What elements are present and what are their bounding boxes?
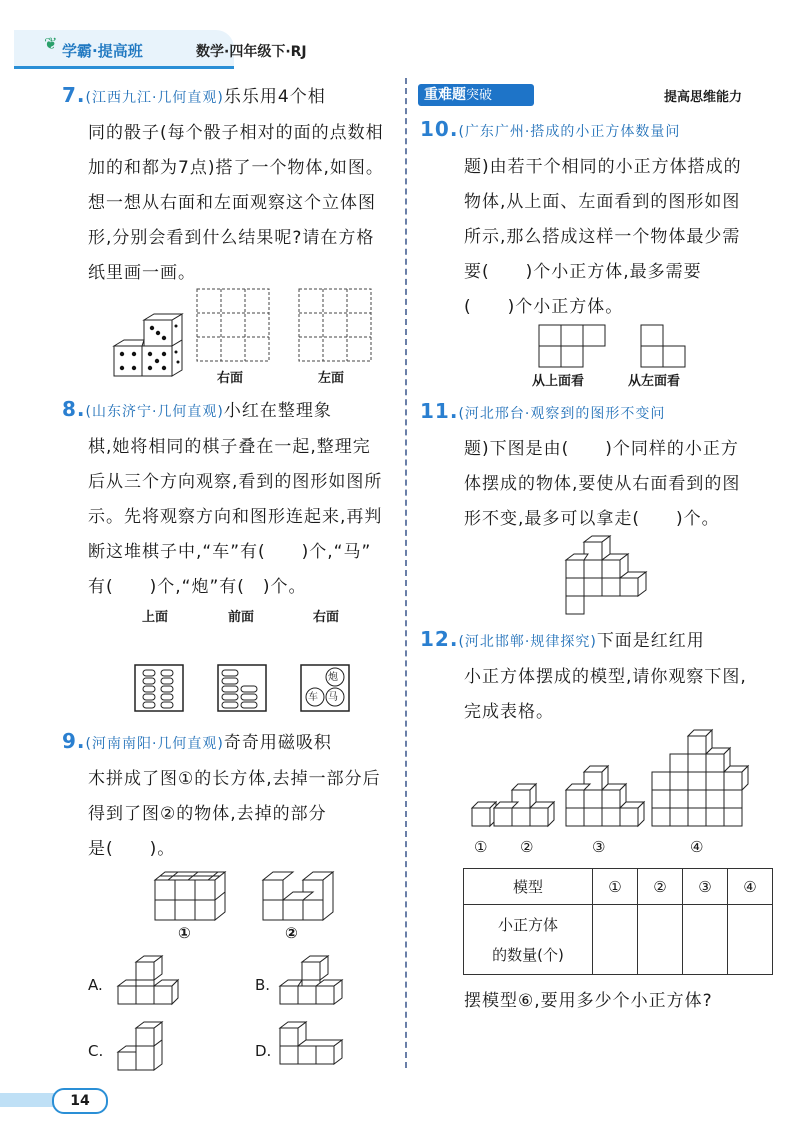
option-d-figure[interactable]: [278, 1024, 352, 1080]
left-view-shape: [640, 324, 686, 368]
column-divider: [405, 78, 407, 1068]
piece-ma: 马: [328, 692, 338, 703]
text-line: 有( )个,“炮”有( )个。: [88, 577, 307, 597]
text-line: 得到了图②的物体,去掉的部分: [88, 804, 327, 824]
answer-cell-3[interactable]: [683, 905, 728, 975]
question-source: (河北邢台·观察到的图形不变问: [458, 406, 666, 422]
text-line: 形不变,最多可以拿走( )个。: [464, 509, 720, 529]
answer-cell-4[interactable]: [728, 905, 773, 975]
piece-pao: 炮: [328, 672, 338, 683]
left-view-grid[interactable]: [298, 288, 372, 362]
text-line: 小正方体摆成的模型,请你观察下图,: [464, 667, 747, 687]
view-label-left: 从左面看: [628, 374, 681, 389]
table-row-label: [464, 905, 593, 975]
dice-figure: [112, 312, 192, 382]
text-line: 题)下图是由( )个同样的小正方: [464, 439, 739, 459]
text-line: 所示,那么搭成这样一个物体最少需: [464, 227, 741, 247]
question-number: 11.: [420, 399, 459, 423]
text-line: 木拼成了图①的长方体,去掉一部分后: [88, 769, 381, 789]
text-line: ( )个小正方体。: [464, 297, 624, 317]
model-label-1: ①: [474, 838, 488, 856]
fig-label-1: ①: [178, 924, 191, 942]
answer-cell-2[interactable]: [638, 905, 683, 975]
brand-title: 学霸·提高班: [62, 42, 143, 60]
model-label-4: ④: [690, 838, 704, 856]
leaf-icon: ❦: [44, 34, 58, 53]
table-header-4: ④: [728, 869, 773, 905]
text-line: 乐乐用4个相: [223, 87, 326, 107]
question-9: [62, 724, 402, 867]
text-line: 小红在整理象: [223, 401, 332, 421]
text-line: 加的和都为7点)搭了一个物体,如图。: [88, 158, 384, 178]
model-label-3: ③: [592, 838, 606, 856]
option-a-figure[interactable]: [112, 958, 178, 1010]
direction-top[interactable]: 上面: [142, 610, 169, 625]
answer-table: [463, 868, 773, 975]
followup-question: 摆模型⑥,要用多少个小正方体?: [464, 991, 713, 1011]
piece-che: 车: [308, 692, 318, 703]
text-line: 题)由若干个相同的小正方体搭成的: [464, 157, 742, 177]
question-number: 12.: [420, 627, 459, 651]
question-source: (山东济宁·几何直观): [85, 404, 224, 420]
option-c-label[interactable]: C.: [88, 1042, 104, 1060]
question-number: 7.: [62, 83, 86, 107]
right-view-grid[interactable]: [196, 288, 270, 362]
view-label-top: 从上面看: [532, 374, 585, 389]
option-c-figure[interactable]: [112, 1024, 178, 1080]
question-number: 10.: [420, 117, 459, 141]
text-line: 物体,从上面、左面看到的图形如图: [464, 192, 741, 212]
text-line: 断这堆棋子中,“车”有( )个,“马”: [88, 542, 372, 562]
text-line: 形,分别会看到什么结果呢?请在方格: [88, 228, 375, 248]
text-line: 同的骰子(每个骰子相对的面的点数相: [88, 123, 384, 143]
direction-right[interactable]: 右面: [313, 610, 340, 625]
direction-front[interactable]: 前面: [228, 610, 255, 625]
text-line: 示。先将观察方向和图形连起来,再判: [88, 507, 383, 527]
top-view-shape: [538, 324, 606, 368]
row-label-line: 小正方体: [497, 915, 558, 934]
text-line: 下面是红红用: [596, 631, 705, 651]
text-line: 后从三个方向观察,看到的图形如图所: [88, 472, 383, 492]
cuboid-figure-1: [155, 870, 225, 922]
section-tag-suffix: 突破: [466, 88, 493, 103]
text-line: 想一想从右面和左面观察这个立体图: [88, 193, 376, 213]
table-header-3: ③: [683, 869, 728, 905]
option-b-label[interactable]: B.: [255, 976, 271, 994]
option-b-figure[interactable]: [278, 958, 348, 1010]
question-number: 9.: [62, 729, 86, 753]
text-line: 要( )个小正方体,最多需要: [464, 262, 702, 282]
question-11: [420, 394, 760, 537]
text-line: 纸里画一画。: [88, 263, 196, 283]
subject-title: 数学·四年级下·RJ: [196, 44, 307, 60]
model-label-2: ②: [520, 838, 534, 856]
option-a-label[interactable]: A.: [88, 976, 103, 994]
question-8: [62, 392, 402, 605]
table-header-model: 模型: [464, 869, 593, 905]
fig-label-2: ②: [285, 924, 298, 942]
section-tag-main: 重难题: [424, 87, 466, 103]
question-12: [420, 622, 760, 730]
question-source: (广东广州·搭成的小正方体数量问: [458, 124, 681, 140]
text-line: 棋,她将相同的棋子叠在一起,整理完: [88, 437, 371, 457]
text-line: 体摆成的物体,要使从右面看到的图: [464, 474, 741, 494]
chess-view-2[interactable]: [217, 664, 267, 712]
option-d-label[interactable]: D.: [255, 1042, 272, 1060]
text-line: 奇奇用磁吸积: [223, 733, 332, 753]
grid-label-right: 右面: [217, 371, 244, 386]
pattern-models: [470, 728, 760, 832]
question-10: [420, 112, 760, 325]
question-source: (河南南阳·几何直观): [85, 736, 224, 752]
question-source: (江西九江·几何直观): [85, 90, 224, 106]
question-source: (河北邯郸·规律探究): [458, 634, 597, 650]
text-line: 是( )。: [88, 839, 176, 859]
text-line: 完成表格。: [464, 702, 554, 722]
question-number: 8.: [62, 397, 86, 421]
cube-stack-figure: [562, 534, 652, 616]
chess-view-1[interactable]: [134, 664, 184, 712]
table-header-2: ②: [638, 869, 683, 905]
section-motto: 提高思维能力: [664, 90, 743, 105]
table-header-1: ①: [593, 869, 638, 905]
answer-cell-1[interactable]: [593, 905, 638, 975]
page-number: 14: [52, 1088, 108, 1114]
section-tag: [418, 84, 534, 106]
page-bar: [0, 1093, 58, 1107]
row-label-line: 的数量(个): [492, 945, 564, 964]
grid-label-left: 左面: [318, 371, 345, 386]
cuboid-figure-2: [263, 870, 333, 922]
question-7: [62, 78, 397, 291]
